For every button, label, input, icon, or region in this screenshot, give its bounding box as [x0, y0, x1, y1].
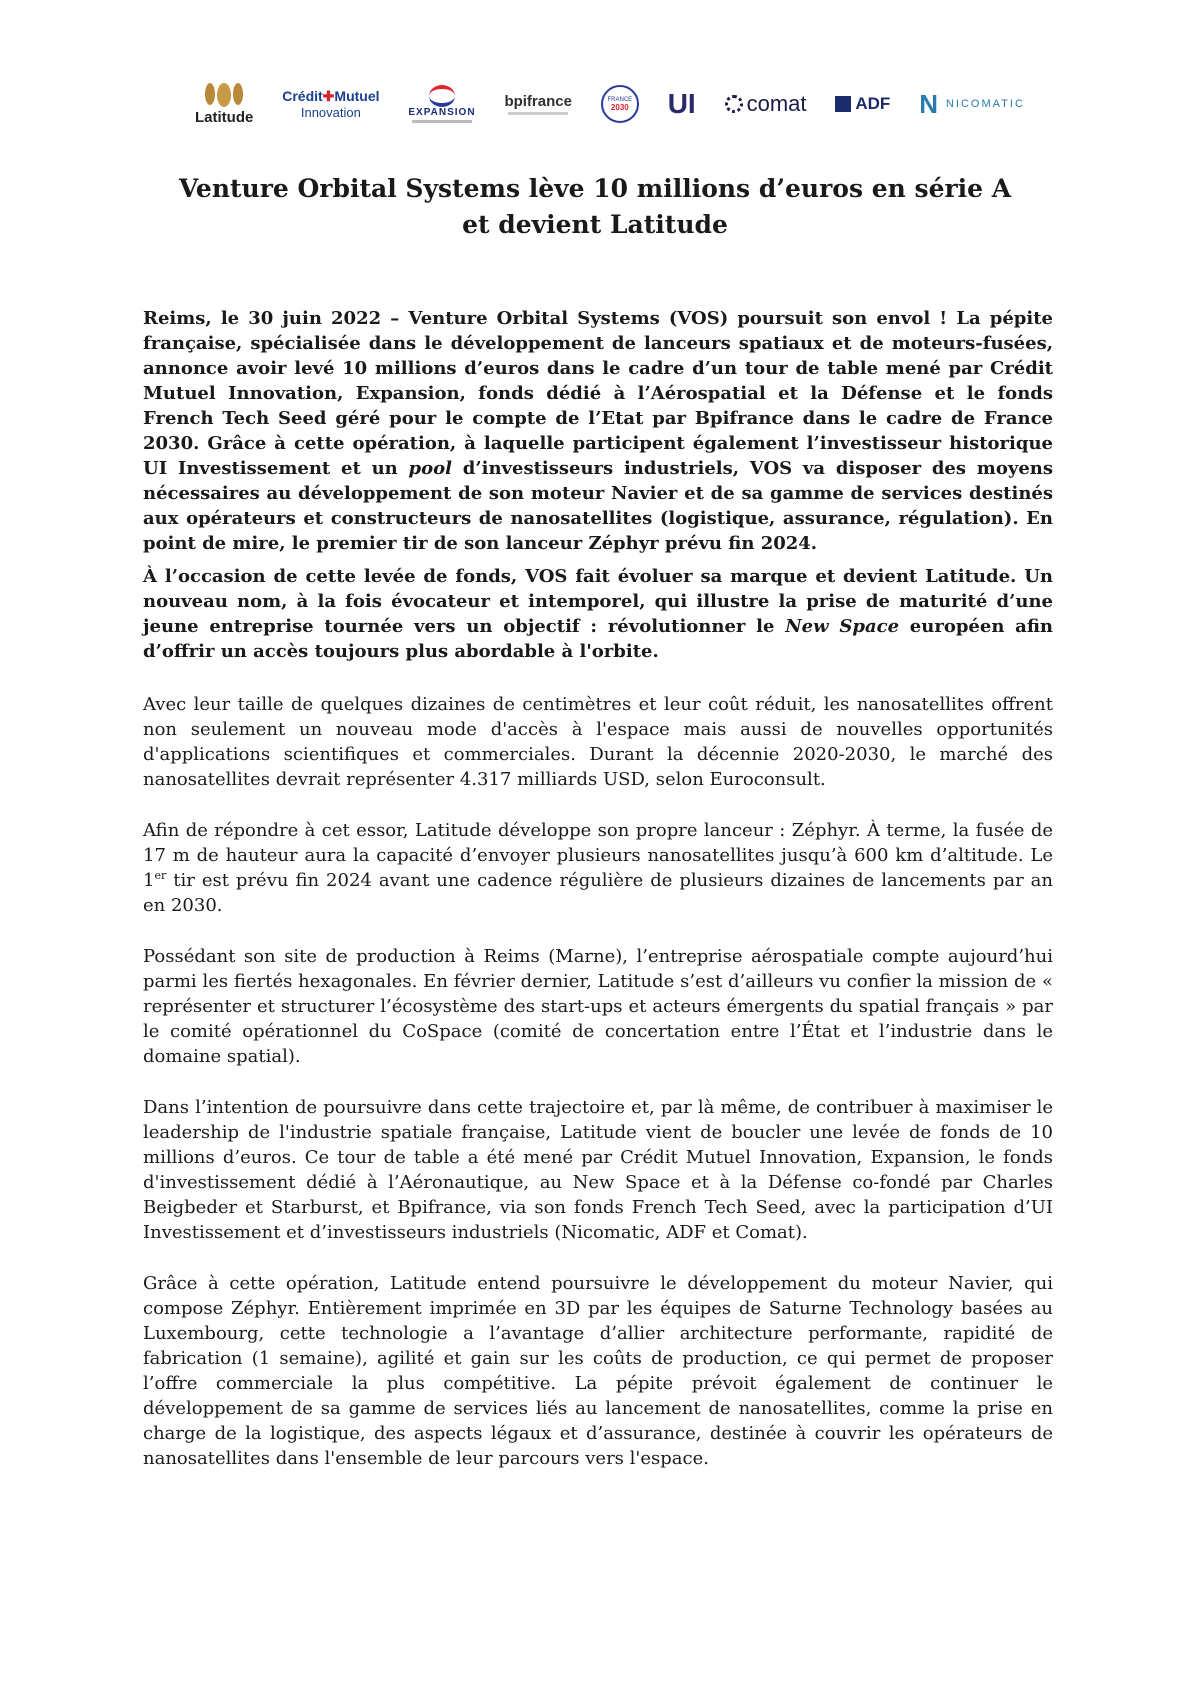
expansion-swoosh-icon	[429, 85, 455, 107]
body-paragraph-reims: Possédant son site de production à Reims (Marne), l’entreprise aérospatiale compte aujourd’hui parmi les fiertés hexagonales. En février dernier, Latitude s’est d’ailleurs vu confier la mission de « représenter et structurer l’écosystème des start-ups et acteurs émergents du spatial français » par le comité opérationnel du CoSpace (comité de concertation entre l’État et l’industrie dans le domaine spatial).	[143, 946, 1053, 1067]
nicomatic-logo	[919, 89, 1025, 120]
expansion-logo-text: EXPANSION	[408, 107, 476, 118]
comat-logo-text: comat	[746, 91, 807, 116]
comat-logo	[725, 91, 807, 117]
article-body	[143, 306, 1053, 1497]
france-2030-seal-icon: FRANCE 2030	[601, 85, 639, 123]
latitude-logo-text: Latitude	[195, 108, 254, 126]
expansion-logo	[408, 85, 475, 123]
bpifrance-logo	[504, 93, 572, 115]
lead-paragraph-1: Reims, le 30 juin 2022 – Venture Orbital Systems (VOS) poursuit son envol ! La pépite française, spécialisée dans le développement de lanceurs spatiaux et de moteurs-fusées, annonce avoir levé 10 millions d’euros dans le cadre d’un tour de table mené par Crédit Mutuel Innovation, Expansion, fonds dédié à l’Aérospatial et la Défense et le fonds French Tech Seed géré pour le compte de l’Etat par Bpifrance dans le cadre de France 2030. Grâce à cette opération, à laquelle participent également l’investisseur historique UI Investissement et un pool d’investisseurs industriels, VOS va disposer des moyens nécessaires au développement de son moteur Navier et de sa gamme de services destinés aux opérateurs et constructeurs de nanosatellites (logistique, assurance, régulation). En point de mire, le premier tir de son lanceur Zéphyr prévu fin 2024.	[143, 308, 1053, 554]
expansion-tagline-bar	[412, 120, 472, 123]
page-title	[130, 171, 1060, 243]
ui-logo-text: UI	[667, 88, 696, 119]
nicomatic-logo-text: NICOMATIC	[945, 98, 1025, 110]
cross-icon: ✚	[322, 88, 335, 104]
bpifrance-tagline-bar	[508, 112, 568, 115]
credit-mutuel-text-1: Crédit	[282, 88, 323, 104]
body-paragraph-nanosatellites: Avec leur taille de quelques dizaines de centimètres et leur coût réduit, les nanosatellites offrent non seulement un nouveau mode d'accès à l'espace mais aussi de nouvelles opportunités d'applications scientifiques et commerciales. Durant la décennie 2020-2030, le marché des nanosatellites devrait représenter 4.317 milliards USD, selon Euroconsult.	[143, 694, 1053, 790]
credit-mutuel-innovation-text: Innovation	[300, 105, 361, 120]
new-space-emphasis: New Space	[785, 616, 900, 637]
title-line-2: et devient Latitude	[462, 210, 728, 239]
title-line-1: Venture Orbital Systems lève 10 millions d’euros en série A	[178, 174, 1012, 203]
comat-dot-icon	[725, 95, 743, 113]
credit-mutuel-logo	[282, 88, 379, 120]
latitude-mark-icon	[205, 83, 243, 107]
adf-logo	[835, 94, 890, 114]
body-paragraph-zephyr: Afin de répondre à cet essor, Latitude développe son propre lanceur : Zéphyr. À terme, la fusée de 17 m de hauteur aura la capacité d’envoyer plusieurs nanosatellites jusqu’à 600 km d’altitude. Le 1er tir est prévu fin 2024 avant une cadence régulière de plusieurs dizaines de lancements par an en 2030.	[143, 820, 1053, 916]
credit-mutuel-text-2: Mutuel	[334, 88, 380, 104]
body-paragraph-fundraising: Dans l’intention de poursuivre dans cette trajectoire et, par là même, de contribuer à maximiser le leadership de l'industrie spatiale française, Latitude vient de boucler une levée de fonds de 10 millions d’euros. Ce tour de table a été mené par Crédit Mutuel Innovation, Expansion, le fonds d'investissement dédié à l’Aéronautique, au New Space et à la Défense co-fondé par Charles Beigbeder et Starburst, et Bpifrance, via son fonds French Tech Seed, avec la participation d’UI Investissement et d’investisseurs industriels (Nicomatic, ADF et Comat).	[143, 1097, 1053, 1243]
body-paragraph-navier: Grâce à cette opération, Latitude entend poursuivre le développement du moteur Navier, qui compose Zéphyr. Entièrement imprimée en 3D par les équipes de Saturne Technology basées au Luxembourg, cette technologie a l’avantage d’allier architecture performante, rapidité de fabrication (1 semaine), agilité et gain sur les coûts de production, ce qui permet de proposer l’offre commerciale la plus compétitive. La pépite prévoit également de continuer le développement de sa gamme de services liés au lancement de nanosatellites, comme la prise en charge de la logistique, des aspects légaux et d’assurance, destinée à couvrir les opérateurs de nanosatellites dans l'ensemble de leur parcours vers l'espace.	[143, 1273, 1053, 1469]
latitude-logo	[195, 83, 253, 126]
pool-emphasis: pool	[408, 458, 452, 479]
ordinal-superscript: er	[154, 869, 167, 882]
ui-investissement-logo	[668, 90, 696, 118]
partner-logos	[195, 74, 1025, 134]
bpifrance-logo-text: bpifrance	[504, 93, 572, 110]
lead-paragraph-2: À l’occasion de cette levée de fonds, VOS fait évoluer sa marque et devient Latitude. Un nouveau nom, à la fois évocateur et intemporel, qui illustre la prise de maturité d’une jeune entreprise tournée vers un objectif : révolutionner le New Space européen afin d’offrir un accès toujours plus abordable à l'orbite.	[143, 566, 1054, 662]
adf-logo-text: ADF	[855, 94, 891, 113]
nicomatic-n-icon: N	[919, 88, 938, 119]
france-2030-logo	[601, 85, 639, 123]
adf-square-icon	[835, 96, 851, 112]
